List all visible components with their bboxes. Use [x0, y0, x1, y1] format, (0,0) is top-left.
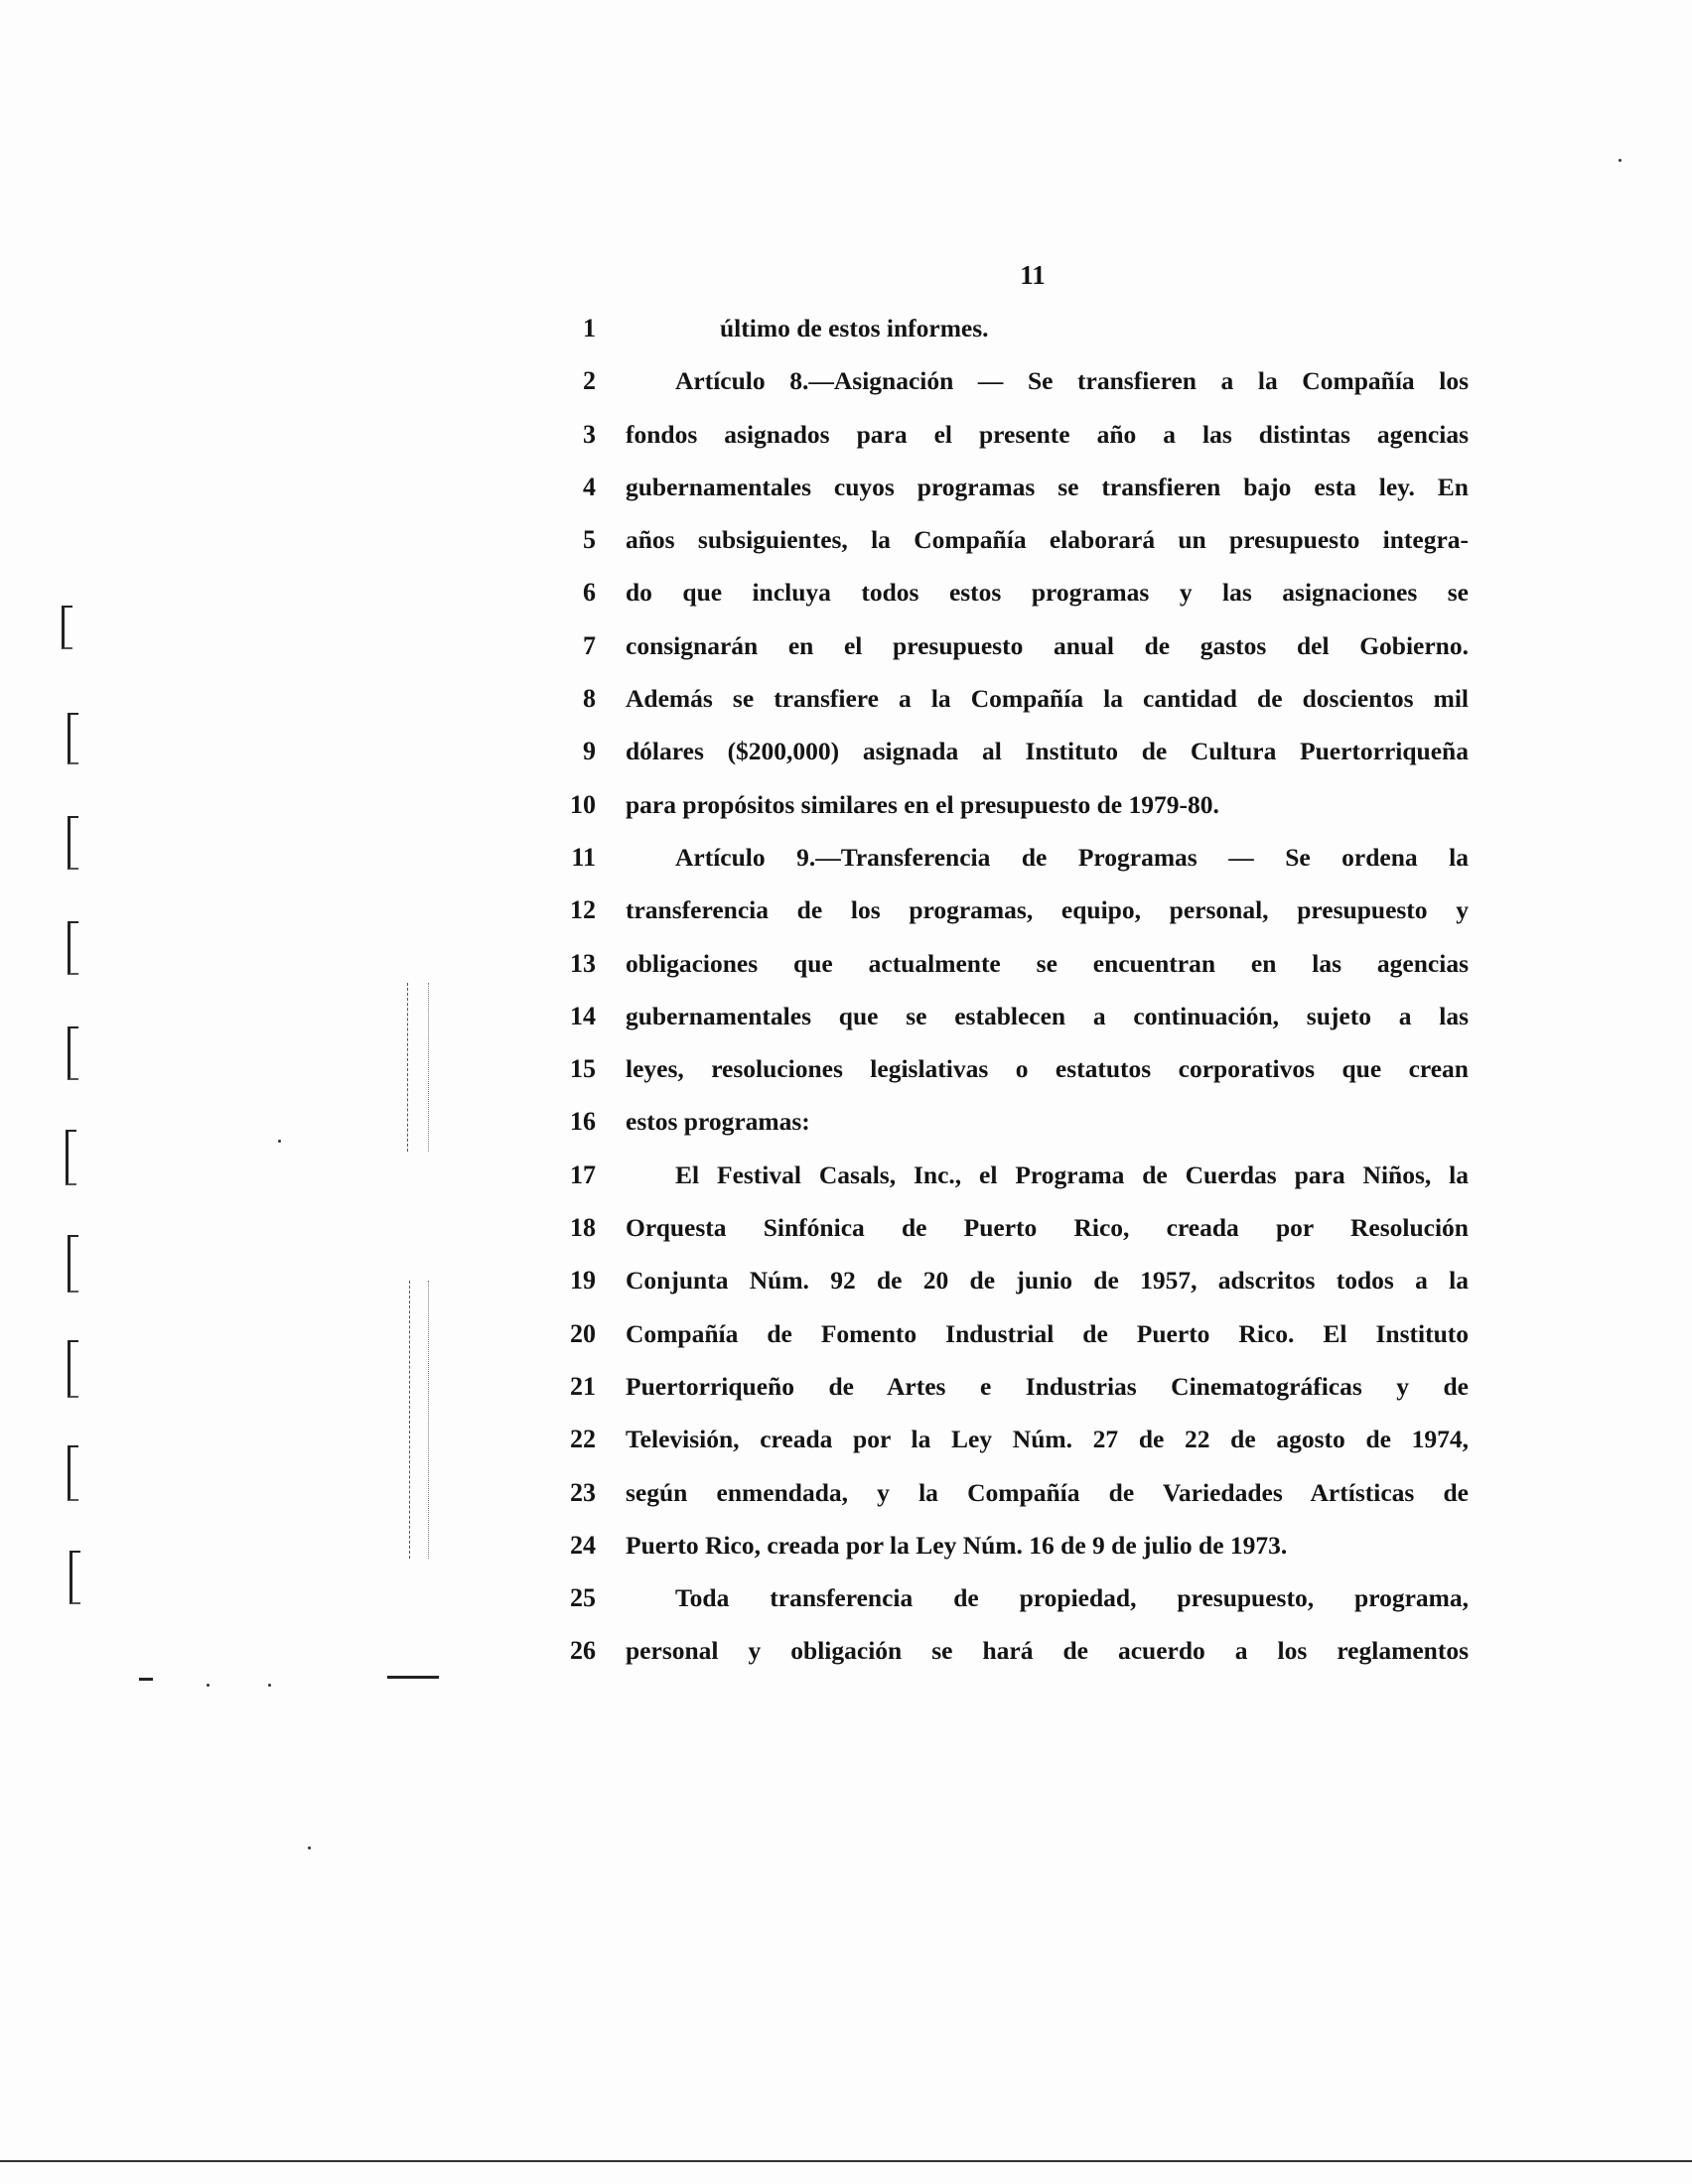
text-line [556, 1319, 1470, 1372]
line-number: 9 [583, 737, 596, 766]
line-number: 12 [570, 895, 596, 925]
text-line [556, 737, 1470, 789]
text-line [556, 790, 1470, 843]
scan-mark [68, 1235, 78, 1293]
text-line [556, 1160, 1470, 1213]
scan-mark [387, 1676, 439, 1679]
text-line [556, 578, 1470, 630]
line-number: 25 [570, 1583, 596, 1613]
line-text: dólares ($200,000) asignada al Instituto de Cultura Puertorriqueña [626, 737, 1469, 766]
scan-mark [68, 816, 78, 870]
line-text: Además se transfiere a la Compañía la cantidad de doscientos mil [626, 684, 1469, 714]
line-number: 5 [583, 525, 596, 555]
scan-mark [1619, 159, 1622, 162]
line-text: estos programas: [626, 1107, 810, 1137]
line-text: Televisión, creada por la Ley Núm. 27 de 22 de agosto de 1974, [626, 1425, 1469, 1454]
text-line [556, 895, 1470, 948]
line-number: 4 [583, 472, 596, 501]
scan-mark [207, 1684, 210, 1687]
line-number: 22 [570, 1425, 596, 1454]
line-text: según enmendada, y la Compañía de Variedades Artísticas de [626, 1477, 1469, 1507]
line-number: 16 [570, 1107, 596, 1137]
scan-mark [68, 713, 78, 764]
text-line [556, 366, 1470, 419]
line-text: obligaciones que actualmente se encuentran en las agencias [626, 948, 1469, 978]
text-line [556, 1531, 1470, 1583]
page-number: 11 [1020, 260, 1046, 290]
scan-mark [70, 1551, 80, 1604]
text-line [556, 1107, 1470, 1160]
line-number: 10 [570, 789, 596, 819]
text-line [556, 314, 1470, 366]
line-text: fondos asignados para el presente año a las distintas agencias [626, 419, 1469, 449]
scan-mark [139, 1678, 153, 1681]
text-line [556, 1583, 1470, 1636]
numbered-text-body [556, 314, 1470, 1690]
line-number: 2 [583, 366, 596, 396]
line-text: gubernamentales cuyos programas se transfieren bajo esta ley. En [626, 472, 1469, 501]
text-line [556, 1054, 1470, 1107]
line-number: 17 [570, 1160, 596, 1189]
scan-mark [68, 1445, 78, 1501]
line-number: 1 [583, 314, 596, 342]
scan-mark [308, 1846, 311, 1849]
line-text: Conjunta Núm. 92 de 20 de junio de 1957, adscritos todos a la [626, 1266, 1469, 1296]
text-line [556, 1636, 1470, 1689]
line-text: para propósitos similares en el presupuesto de 1979-80. [626, 789, 1219, 819]
text-line [556, 1002, 1470, 1054]
line-number: 13 [570, 948, 596, 978]
line-number: 6 [583, 578, 596, 608]
line-number: 7 [583, 630, 596, 660]
line-number: 20 [570, 1318, 596, 1348]
scan-mark [278, 1140, 281, 1143]
line-number: 26 [570, 1636, 596, 1666]
text-line [556, 1425, 1470, 1477]
text-line [556, 949, 1470, 1002]
line-number: 19 [570, 1266, 596, 1296]
text-line [556, 525, 1470, 578]
scan-mark [68, 921, 78, 975]
line-number: 18 [570, 1213, 596, 1243]
scan-mark [68, 1340, 78, 1398]
scan-mark [268, 1684, 271, 1687]
line-text: El Festival Casals, Inc., el Programa de Cuerdas para Niños, la [675, 1160, 1469, 1189]
text-line [556, 843, 1470, 895]
line-number: 14 [570, 1001, 596, 1030]
line-number: 8 [583, 684, 596, 714]
line-text: personal y obligación se hará de acuerdo a los reglamentos [626, 1636, 1469, 1666]
line-text: último de estos informes. [720, 314, 989, 342]
line-text: Artículo 9.—Transferencia de Programas — Se ordena la [675, 842, 1469, 872]
line-text: Puerto Rico, creada por la Ley Núm. 16 de 9 de julio de 1973. [626, 1530, 1288, 1560]
line-text: consignarán en el presupuesto anual de gastos del Gobierno. [626, 630, 1469, 660]
line-text: leyes, resoluciones legislativas o estatutos corporativos que crean [626, 1054, 1469, 1084]
line-number: 3 [583, 419, 596, 449]
text-line [556, 631, 1470, 684]
text-line [556, 1372, 1470, 1425]
text-line [556, 1213, 1470, 1266]
line-number: 24 [570, 1530, 596, 1560]
text-line [556, 473, 1470, 525]
line-number: 15 [570, 1054, 596, 1084]
text-line [556, 1478, 1470, 1531]
scan-mark [68, 1026, 78, 1080]
text-line [556, 1266, 1470, 1318]
scan-mark [409, 1281, 429, 1559]
line-text: Compañía de Fomento Industrial de Puerto Rico. El Instituto [626, 1318, 1469, 1348]
scan-mark [62, 606, 72, 649]
line-text: do que incluya todos estos programas y las asignaciones se [626, 578, 1469, 608]
text-line [556, 684, 1470, 737]
line-text: transferencia de los programas, equipo, personal, presupuesto y [626, 895, 1469, 925]
line-number: 23 [570, 1477, 596, 1507]
line-text: Orquesta Sinfónica de Puerto Rico, creada por Resolución [626, 1213, 1469, 1243]
line-number: 21 [570, 1371, 596, 1401]
line-text: Puertorriqueño de Artes e Industrias Cinematográficas y de [626, 1371, 1469, 1401]
scan-mark [66, 1130, 76, 1185]
line-number: 11 [571, 842, 596, 872]
bottom-scan-edge [0, 2160, 1692, 2162]
line-text: años subsiguientes, la Compañía elaborará un presupuesto integra- [626, 525, 1469, 555]
line-text: Toda transferencia de propiedad, presupuesto, programa, [675, 1583, 1469, 1613]
text-line [556, 420, 1470, 473]
line-text: Artículo 8.—Asignación — Se transfieren a la Compañía los [675, 366, 1469, 396]
line-text: gubernamentales que se establecen a continuación, sujeto a las [626, 1001, 1469, 1030]
scan-mark [407, 983, 429, 1152]
